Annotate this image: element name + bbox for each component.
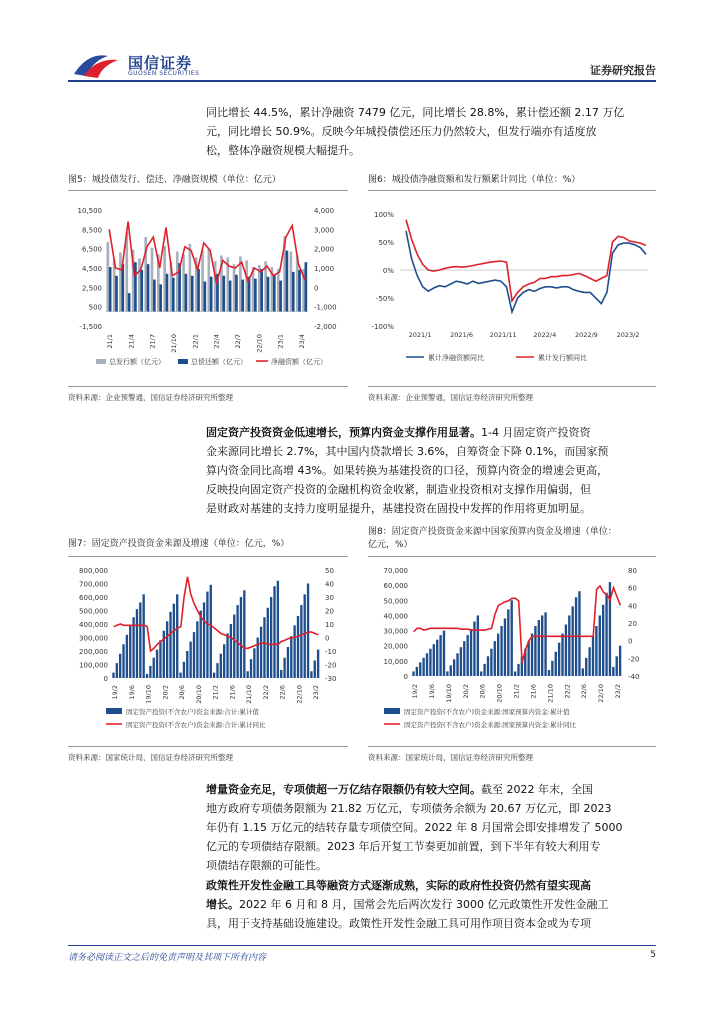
fig5-issue-bar	[201, 251, 204, 312]
figure-6-source: 资料来源：企业预警通，国信证券经济研究所整理	[368, 393, 533, 402]
fig5-repay-bar	[121, 264, 124, 311]
fig7-value-bar	[226, 633, 228, 678]
fig8-value-bar	[422, 658, 424, 676]
fig8-value-bar	[592, 637, 594, 676]
fig5-repay-bar	[115, 276, 118, 312]
fig8-right-tick-label: 60	[628, 584, 637, 593]
fig8-value-bar	[412, 671, 414, 676]
fig6-x-tick-label: 2021/11	[489, 331, 517, 339]
figure-7-rule	[68, 556, 348, 557]
fig5-issue-bar	[182, 254, 185, 311]
fig5-repay-bar	[147, 264, 150, 311]
fig8-right-tick-label: -20	[628, 655, 640, 664]
fig7-value-bar	[126, 635, 128, 678]
fig6-issue-line	[406, 220, 646, 301]
fig5-right-tick-label: 1,000	[314, 265, 335, 273]
fig5-legend-net: 净融资额（亿元）	[271, 358, 327, 366]
fig8-value-bar	[595, 626, 597, 676]
fig8-right-tick-label: 20	[628, 620, 637, 628]
fig6-net-line	[406, 231, 646, 312]
fig5-repay-bar	[292, 272, 295, 312]
fig7-value-bar	[246, 671, 248, 678]
figure-7-title: 图7：固定资产投资资金来源及增速（单位：亿元，%）	[68, 539, 290, 549]
fig6-x-tick-label: 2022/9	[574, 331, 598, 339]
figure-5-source: 资料来源：企业预警通，国信证券经济研究所整理	[68, 393, 233, 402]
fig5-repay-bar	[153, 280, 156, 312]
footer-divider	[68, 945, 656, 946]
fig8-value-bar	[487, 656, 489, 676]
fig8-legend-value: 固定资产投资(不含农户)资金来源:国家预算内资金:累计值	[404, 708, 570, 716]
fig8-x-tick-label: 22/2	[563, 684, 572, 699]
fig8-left-tick-label: 20,000	[383, 642, 408, 651]
figure-8-rule	[368, 556, 656, 557]
fig5-issue-bar	[107, 242, 110, 312]
fig7-value-bar	[183, 662, 185, 678]
fig6-y-tick-label: 100%	[373, 211, 394, 219]
fig8-value-bar	[494, 641, 496, 676]
fig8-x-tick-label: 19/6	[427, 684, 436, 699]
fig5-issue-bar	[189, 244, 192, 312]
fig8-value-bar	[561, 634, 563, 676]
fig7-left-tick-label: 500,000	[79, 607, 108, 616]
fig8-x-tick-label: 19/10	[444, 684, 453, 703]
fig7-x-tick-label: 21/6	[228, 685, 237, 700]
fig8-left-tick-label: 70,000	[383, 567, 408, 575]
fig7-value-bar	[200, 611, 202, 679]
fig5-issue-bar	[277, 269, 280, 312]
fig8-value-bar	[443, 631, 445, 676]
fig8-value-bar	[470, 629, 472, 676]
fig7-value-bar	[142, 594, 144, 678]
fig5-repay-bar	[191, 276, 194, 312]
fig7-value-bar	[210, 585, 212, 678]
fig8-right-tick-label: 80	[628, 567, 637, 575]
fig8-value-bar	[548, 670, 550, 676]
fig7-value-bar	[260, 627, 262, 678]
fig8-value-bar	[588, 647, 590, 676]
fig7-value-bar	[169, 612, 171, 678]
fig8-x-tick-label: 22/10	[597, 684, 606, 703]
fig7-x-tick-label: 19/10	[144, 685, 153, 704]
fig7-x-tick-label: 22/2	[261, 685, 270, 700]
fig7-value-bar	[310, 671, 312, 678]
fig7-value-bar	[213, 673, 215, 678]
fig5-repay-bar	[197, 269, 200, 312]
fig7-x-tick-label: 20/2	[161, 685, 170, 700]
fig7-value-bar	[216, 663, 218, 678]
fig7-value-bar	[233, 615, 235, 678]
fig8-value-bar	[616, 656, 618, 676]
fig8-x-tick-label: 19/2	[411, 684, 419, 699]
fig5-x-tick-label: 22/10	[255, 334, 264, 353]
fig8-value-bar	[517, 664, 519, 676]
fig8-value-bar	[429, 649, 431, 676]
fig8-value-bar	[490, 649, 492, 676]
page-number: 5	[650, 950, 656, 960]
fig8-value-bar	[483, 664, 485, 676]
fig5-right-tick-label: -1,000	[314, 303, 337, 312]
fig8-value-bar	[426, 653, 428, 676]
fig7-x-tick-label: 23/2	[312, 685, 320, 700]
fig5-repay-bar	[279, 281, 282, 312]
fig7-value-bar	[277, 581, 279, 678]
fig8-value-bar	[514, 671, 516, 676]
fig5-x-tick-label: 22/1	[191, 334, 200, 349]
fig7-value-bar	[156, 650, 158, 678]
fig8-value-bar	[538, 620, 540, 676]
fig7-value-bar	[159, 640, 161, 678]
fig8-value-bar	[558, 643, 560, 676]
fig5-right-tick-label: 3,000	[314, 226, 335, 235]
fig5-repay-bar	[267, 277, 270, 312]
figure-5-bottom-rule	[68, 386, 348, 387]
fig7-right-tick-label: -20	[325, 661, 337, 670]
figure-7-bottom-rule	[68, 746, 348, 747]
fig5-right-tick-label: 4,000	[314, 207, 335, 215]
fig5-left-tick-label: 10,500	[77, 207, 102, 215]
fig7-x-tick-label: 19/6	[127, 685, 136, 700]
fig7-value-bar	[307, 584, 309, 679]
fig5-right-tick-label: 0	[314, 284, 319, 293]
fig5-repay-bar	[128, 293, 131, 311]
fig8-value-bar	[504, 618, 506, 676]
fig8-left-tick-label: 40,000	[383, 612, 408, 621]
fig5-issue-bar	[176, 252, 179, 312]
fig8-value-bar	[582, 668, 584, 676]
fig7-x-tick-label: 20/6	[178, 685, 186, 700]
figure-5-chart	[66, 196, 352, 376]
figure-7-chart	[66, 560, 352, 740]
fig5-repay-bar	[235, 275, 238, 312]
fig5-repay-bar	[159, 284, 162, 311]
fig8-value-bar	[507, 609, 509, 676]
fig8-value-bar	[463, 641, 465, 676]
fig5-legend-repay: 总偿还额（亿元）	[191, 358, 247, 366]
fig8-x-tick-label: 20/10	[495, 684, 504, 703]
fig5-x-tick-label: 21/4	[127, 334, 136, 349]
figure-6-bottom-rule	[368, 386, 656, 387]
fig8-value-bar	[497, 634, 499, 676]
fig8-value-bar	[416, 667, 418, 676]
fig5-right-tick-label: -2,000	[314, 323, 337, 331]
fig5-left-tick-label: 4,500	[81, 265, 102, 273]
fig7-value-bar	[273, 586, 275, 678]
fig7-left-tick-label: 700,000	[79, 580, 108, 589]
fig8-value-bar	[450, 665, 452, 676]
fig7-value-bar	[270, 597, 272, 678]
fig7-value-bar	[243, 590, 245, 678]
fig8-value-bar	[480, 671, 482, 676]
fig5-repay-bar	[166, 274, 169, 312]
fig8-right-tick-label: 0	[628, 637, 633, 646]
fig8-left-tick-label: 30,000	[383, 627, 408, 636]
fig7-left-tick-label: 100,000	[79, 661, 108, 670]
fig8-value-bar	[500, 626, 502, 676]
fig5-x-tick-label: 22/4	[212, 334, 221, 349]
fig8-right-tick-label: 40	[628, 602, 637, 611]
figure-8-title: 图8：固定资产投资资金来源中国家预算内资金及增速（单位： 亿元，%）	[368, 527, 617, 550]
fig5-x-tick-label: 23/4	[298, 334, 306, 349]
fig7-x-tick-label: 21/2	[211, 685, 220, 700]
fig7-value-bar	[297, 616, 299, 678]
fig6-legend-net: 累计净融资额同比	[428, 354, 484, 362]
fig7-right-tick-label: 50	[325, 567, 334, 575]
fig8-x-tick-label: 22/6	[580, 684, 589, 699]
fig7-value-bar	[176, 594, 178, 678]
fig7-right-tick-label: -30	[325, 675, 337, 683]
paragraph-4: 政策性开发性金融工具等融资方式逐渐成熟，实际的政府性投资仍然有望实现高 增长。2022 年 6 月和 8 月，国常会先后两次发行 3000 亿元政策性开发性金融工 具，用于支持基础设施建设。政策性开发性金融工具可用作项目资本金或为专项	[206, 879, 609, 930]
fig7-x-tick-label: 22/6	[278, 685, 287, 700]
fig5-repay-bar	[109, 267, 112, 311]
fig5-right-tick-label: 2,000	[314, 245, 335, 254]
fig7-value-bar	[240, 597, 242, 678]
fig6-x-tick-label: 2021/1	[408, 331, 432, 339]
fig7-value-bar	[193, 632, 195, 678]
fig8-value-bar	[531, 634, 533, 676]
fig5-left-tick-label: 8,500	[81, 226, 102, 235]
fig5-repay-bar	[172, 278, 175, 312]
fig7-value-bar	[314, 660, 316, 678]
fig8-value-bar	[571, 606, 573, 676]
fig7-left-tick-label: 800,000	[79, 567, 108, 575]
fig6-legend-issue: 累计发行额同比	[538, 354, 587, 362]
fig8-value-bar	[599, 615, 601, 676]
fig7-left-tick-label: 0	[103, 675, 108, 683]
fig7-value-bar	[263, 617, 265, 678]
fig5-issue-bar	[138, 258, 141, 311]
fig8-value-bar	[585, 658, 587, 676]
fig5-repay-bar	[286, 251, 289, 312]
fig5-repay-bar	[241, 280, 244, 312]
fig7-value-bar	[136, 609, 138, 678]
fig8-right-tick-label: -40	[628, 673, 640, 681]
fig6-y-tick-label: 0%	[382, 267, 394, 275]
fig7-left-tick-label: 600,000	[79, 594, 108, 602]
fig6-y-tick-label: -100%	[371, 323, 394, 331]
fig7-value-bar	[119, 654, 121, 678]
fig7-value-bar	[317, 650, 319, 678]
fig7-legend-growth: 固定资产投资(不含农户)资金来源:合计:累计同比	[126, 721, 266, 729]
fig5-left-tick-label: 500	[88, 303, 102, 312]
fig7-value-bar	[223, 644, 225, 678]
fig5-x-tick-label: 21/7	[148, 334, 157, 349]
fig8-value-bar	[436, 640, 438, 676]
fig7-value-bar	[112, 673, 114, 678]
fig8-value-bar	[534, 626, 536, 676]
fig5-issue-bar	[119, 253, 122, 312]
fig5-left-tick-label: 2,500	[81, 284, 102, 293]
fig7-value-bar	[146, 674, 148, 678]
fig7-legend-value: 固定资产投资(不含农户)资金来源:合计:累计值	[126, 708, 259, 716]
fig8-value-bar	[446, 671, 448, 676]
fig7-value-bar	[153, 658, 155, 678]
fig5-left-tick-label: 6,500	[81, 245, 102, 254]
fig5-issue-bar	[151, 248, 154, 312]
fig5-repay-bar	[185, 274, 188, 312]
fig7-x-tick-label: 22/10	[295, 685, 304, 704]
fig7-value-bar	[179, 673, 181, 678]
fig7-right-tick-label: -10	[325, 648, 337, 656]
fig7-left-tick-label: 300,000	[79, 634, 108, 643]
fig7-value-bar	[300, 605, 302, 678]
fig8-x-tick-label: 21/10	[546, 684, 555, 703]
fig5-repay-bar	[210, 277, 213, 312]
fig7-x-tick-label: 20/10	[194, 685, 203, 704]
fig5-x-tick-label: 22/7	[234, 334, 242, 349]
figure-7-source: 资料来源：国家统计局，国信证券经济研究所整理	[68, 753, 233, 762]
fig7-value-bar	[122, 644, 124, 678]
fig5-legend-issue-swatch	[96, 359, 106, 364]
fig8-value-bar	[612, 667, 614, 676]
fig5-issue-bar	[208, 249, 211, 312]
fig5-legend-issue: 总发行额（亿元）	[109, 358, 165, 366]
fig8-left-tick-label: 0	[403, 673, 408, 681]
fig8-value-bar	[541, 615, 543, 676]
fig8-left-tick-label: 60,000	[383, 582, 408, 591]
figure-5-title: 图5：城投债发行、偿还、净融资规模（单位：亿元）	[68, 175, 281, 185]
fig5-left-tick-label: -1,500	[79, 323, 102, 331]
fig8-x-tick-label: 20/6	[478, 684, 487, 699]
fig8-value-bar	[544, 612, 546, 676]
fig7-value-bar	[230, 624, 232, 678]
fig5-issue-bar	[245, 260, 248, 311]
logo-name: 国信证券	[128, 54, 193, 72]
fig8-legend-growth: 固定资产投资(不含农户)资金来源:国家预算内资金:累计同比	[404, 721, 576, 729]
fig5-repay-bar	[204, 282, 207, 312]
fig8-value-bar	[433, 644, 435, 676]
fig8-left-tick-label: 50,000	[383, 597, 408, 606]
fig5-issue-bar	[233, 264, 236, 311]
fig7-legend-value-swatch	[106, 708, 122, 714]
fig8-value-bar	[466, 635, 468, 676]
fig5-x-tick-label: 21/10	[170, 334, 178, 353]
paragraph-1: 同比增长 44.5%，累计净融资 7479 亿元，同比增长 28.8%，累计偿还额 2.17 万亿 元，同比增长 50.9%。反映今年城投债偿还压力仍然较大，但发行端亦有适度放 松，整体净融资规模大幅提升。	[206, 106, 625, 157]
fig7-value-bar	[129, 625, 131, 678]
fig5-legend-repay-swatch	[178, 359, 188, 364]
fig5-repay-bar	[273, 275, 276, 312]
fig8-value-bar	[568, 615, 570, 676]
fig5-x-tick-label: 21/1	[106, 334, 114, 349]
fig7-value-bar	[149, 666, 151, 678]
fig7-value-bar	[250, 659, 252, 678]
logo-english: GUOSEN SECURITIES	[128, 70, 200, 77]
fig7-value-bar	[287, 647, 289, 678]
fig8-value-bar	[456, 653, 458, 676]
fig7-value-bar	[132, 617, 134, 678]
fig8-value-bar	[527, 641, 529, 676]
fig7-value-bar	[280, 670, 282, 678]
fig8-value-bar	[555, 652, 557, 676]
fig5-x-tick-label: 23/1	[276, 334, 285, 349]
fig8-legend-value-swatch	[384, 708, 400, 714]
fig7-right-tick-label: 0	[325, 634, 330, 643]
fig8-value-bar	[551, 661, 553, 676]
fig8-value-bar	[578, 591, 580, 676]
report-type: 证券研究报告	[590, 64, 656, 77]
fig6-y-tick-label: 50%	[378, 239, 394, 247]
figure-8-chart	[366, 560, 658, 740]
fig7-value-bar	[253, 648, 255, 678]
fig7-right-tick-label: 40	[325, 580, 334, 589]
figure-6-chart	[366, 196, 658, 376]
fig6-x-tick-label: 2021/6	[450, 331, 474, 339]
fig7-left-tick-label: 200,000	[79, 648, 108, 656]
fig7-value-bar	[196, 621, 198, 678]
fig5-issue-bar	[163, 246, 166, 312]
fig7-right-tick-label: 10	[325, 621, 334, 629]
fig6-y-tick-label: -50%	[375, 295, 394, 303]
fig8-x-tick-label: 21/2	[512, 684, 521, 699]
fig7-value-bar	[189, 642, 191, 678]
fig8-value-bar	[619, 646, 621, 676]
footer-disclaimer: 请务必阅读正文之后的免责声明及其项下所有内容	[68, 953, 267, 963]
fig6-x-tick-label: 2022/4	[533, 331, 557, 339]
fig7-x-tick-label: 19/2	[111, 685, 119, 700]
fig5-repay-bar	[229, 281, 232, 312]
fig5-issue-bar	[290, 252, 293, 312]
fig7-value-bar	[290, 636, 292, 678]
paragraph-2: 固定资产投资资金低速增长，预算内资金支撑作用显著。1-4 月固定资产投资资 金来源同比增长 2.7%，其中国内贷款增长 3.6%，自筹资金下降 0.1%，而国家预 算内资金同比高增 43%。如果转换为基建投资的口径，预算内资金的增速会更高， 反映投向固定资产投资的金融机构资金收紧，制造业投资相对支撑作用偏弱，但 是财政对基建的支持力度明显提升，基建投资在固投中发挥的作用将更加明显。	[206, 426, 609, 515]
fig8-x-tick-label: 23/2	[614, 684, 622, 699]
fig7-value-bar	[139, 602, 141, 678]
fig8-value-bar	[602, 605, 604, 676]
fig5-repay-bar	[305, 262, 308, 311]
fig8-left-tick-label: 10,000	[383, 657, 408, 666]
fig8-value-bar	[460, 647, 462, 676]
figure-6-title: 图6：城投债净融资额和发行额累计同比（单位：%）	[368, 175, 581, 185]
fig5-repay-bar	[260, 269, 263, 312]
figure-8-bottom-rule	[368, 746, 656, 747]
fig8-value-bar	[477, 615, 479, 676]
fig6-x-tick-label: 2023/2	[616, 331, 640, 339]
fig7-right-tick-label: 20	[325, 607, 334, 616]
fig7-left-tick-label: 400,000	[79, 621, 108, 629]
fig5-repay-bar	[254, 279, 257, 312]
fig7-value-bar	[304, 594, 306, 678]
fig7-value-bar	[173, 604, 175, 678]
fig8-value-bar	[605, 593, 607, 676]
fig5-repay-bar	[298, 270, 301, 312]
fig5-repay-bar	[222, 276, 225, 312]
fig8-value-bar	[565, 625, 567, 676]
fig8-x-tick-label: 21/6	[529, 684, 538, 699]
fig7-value-bar	[283, 658, 285, 678]
figure-8-source: 资料来源：国家统计局，国信证券经济研究所整理	[368, 753, 533, 762]
figure-6-rule	[368, 190, 656, 191]
fig8-x-tick-label: 20/2	[461, 684, 470, 699]
fig7-value-bar	[293, 625, 295, 678]
paragraph-3: 增量资金充足，专项债超一万亿结存限额仍有较大空间。截至 2022 年末，全国 地方政府专项债务限额为 21.82 万亿元，专项债务余额为 20.67 万亿元，即 2023 年仍有 1.15 万亿元的结转存量专项债空间。2022 年 8 月国常会即安排增发了 5000 亿元的专项债结存限额。2023 年后开复工节奏更加前置，到下半年有较大利用专 项债结存限额的可能性。	[206, 783, 623, 872]
fig8-value-bar	[419, 662, 421, 676]
fig5-repay-bar	[140, 270, 143, 312]
fig8-value-bar	[511, 600, 513, 676]
fig7-value-bar	[203, 602, 205, 678]
fig7-value-bar	[206, 592, 208, 678]
fig8-value-bar	[439, 635, 441, 676]
header-divider	[68, 80, 656, 82]
fig7-value-bar	[267, 608, 269, 678]
guosen-logo-icon	[70, 48, 124, 80]
fig8-value-bar	[453, 659, 455, 676]
fig7-value-bar	[116, 663, 118, 678]
fig7-x-tick-label: 21/10	[245, 685, 253, 704]
fig7-value-bar	[186, 651, 188, 678]
figure-5-rule	[68, 190, 348, 191]
fig7-value-bar	[220, 654, 222, 678]
fig7-right-tick-label: 30	[325, 594, 334, 602]
fig7-value-bar	[166, 621, 168, 678]
